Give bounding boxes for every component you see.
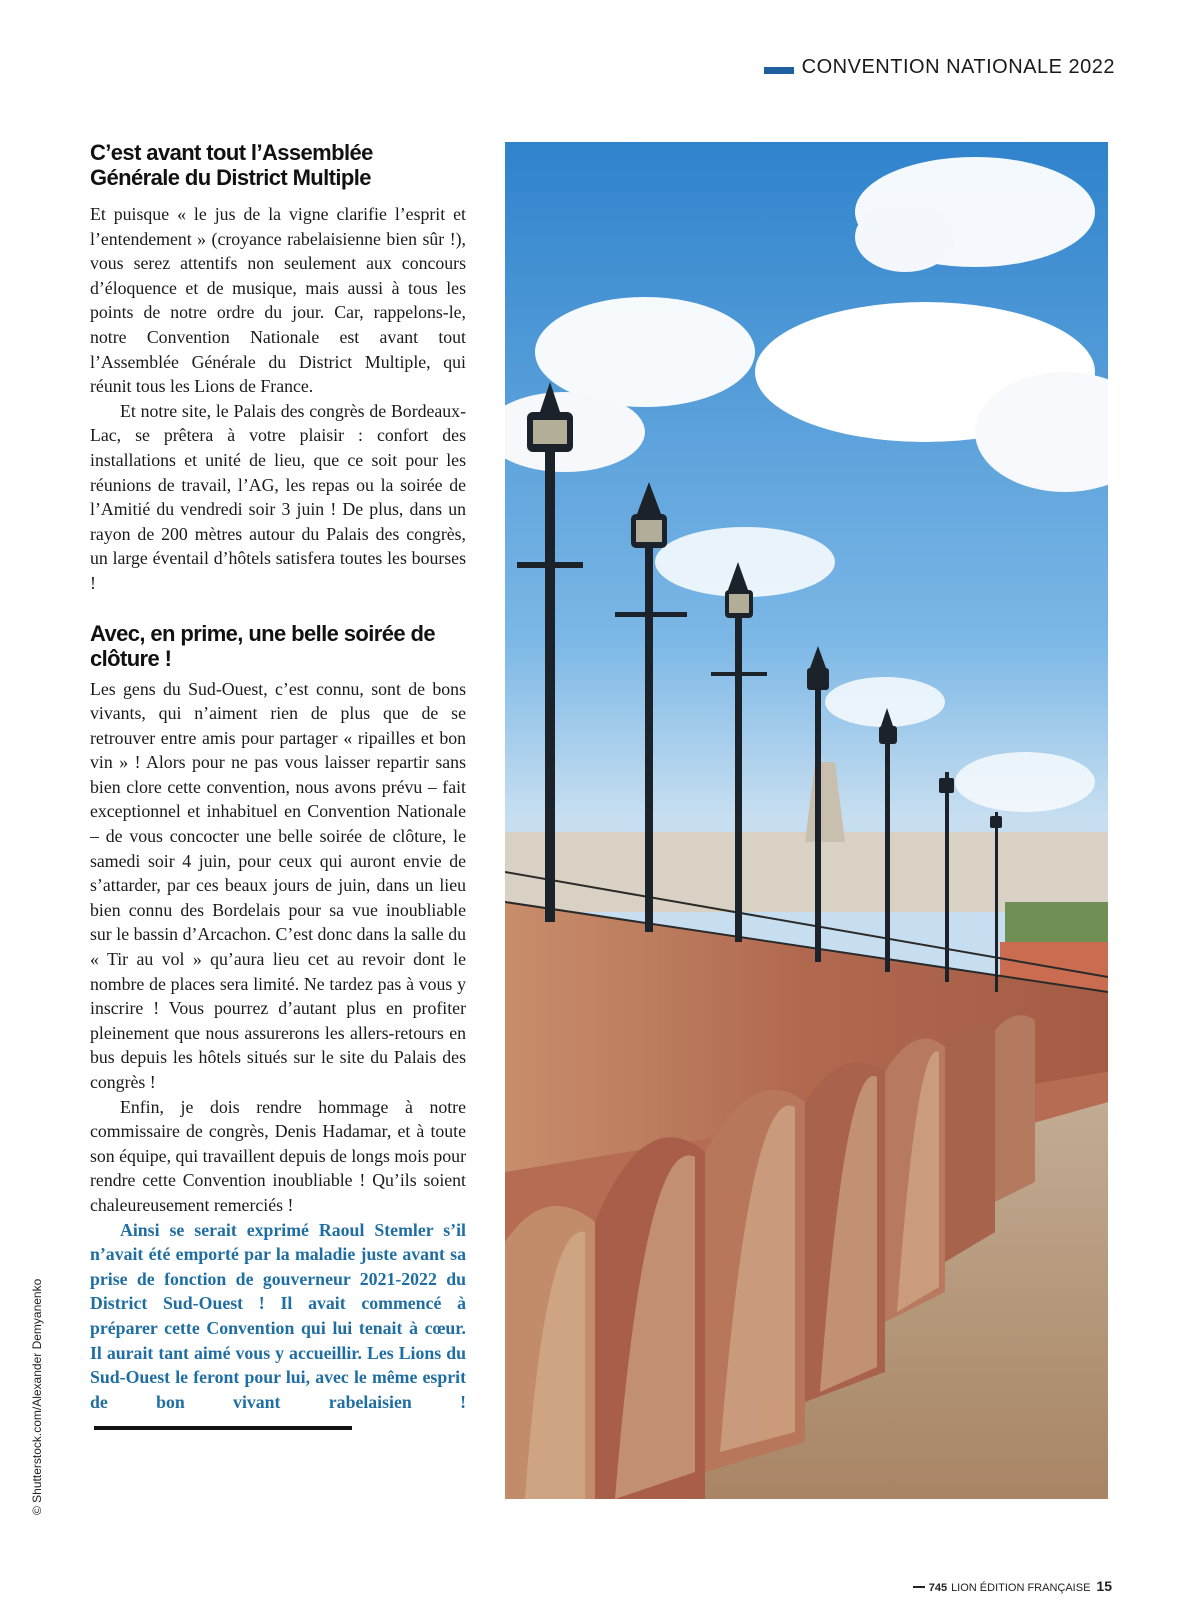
footer-dash	[913, 1586, 925, 1588]
photo-credit: © Shutterstock.com/Alexander Demyanenko	[30, 1278, 44, 1515]
article-column	[90, 140, 466, 1439]
magazine-name: LION ÉDITION FRANÇAISE	[951, 1582, 1091, 1594]
closing-text: Ainsi se serait exprimé Raoul Stemler s’il n’avait été emporté par la maladie juste avant sa prise de fonction de gouverneur 2021-2022 du District Sud-Ouest ! Il avait commencé à préparer cette Convention qui lui tenait à cœur. Il aurait tant aimé vous y accueillir. Les Lions du Sud-Ouest le feront pour lui, avec le même esprit de bon vivant rabelaisien !	[90, 1219, 466, 1412]
header-accent-bar	[764, 67, 794, 74]
heading-assemblee: C’est avant tout l’Assemblée Générale du District Multiple	[90, 140, 373, 190]
page-footer	[913, 1578, 1112, 1594]
paragraph-1: Et puisque « le jus de la vigne clarifie l’esprit et l’entendement » (croyance rabelaisienne bien sûr !), vous serez attentifs non seulement aux concours d’éloquence et de musique, mais aussi à tous les points de notre ordre du jour. Car, rappelons-le, notre Convention Nationale est avant tout l’Assemblée Générale du District Multiple, qui réunit tous les Lions de France.	[90, 204, 466, 397]
section-title: CONVENTION NATIONALE 2022	[801, 56, 1115, 78]
closing-tribute	[90, 1218, 466, 1439]
issue-number: 745	[928, 1582, 948, 1594]
bridge-photo	[505, 142, 1108, 1499]
paragraph-2: Et notre site, le Palais des congrès de Bordeaux-Lac, se prêtera à votre plaisir : confort des installations et unité de lieu, que ce soit pour les réunions de travail, l’AG, les repas ou la soirée de l’Amitié du vendredi soir 3 juin ! De plus, dans un rayon de 200 mètres autour du Palais des congrès, un large éventail d’hôtels satisfera toutes les bourses !	[90, 400, 466, 593]
paragraph-4: Enfin, je dois rendre hommage à notre commissaire de congrès, Denis Hadamar, et à toute son équipe, qui travaillent depuis de longs mois pour rendre cette Convention inoubliable ! Qu’ils soient chaleureusement remerciés !	[90, 1096, 466, 1215]
heading-soiree: Avec, en prime, une belle soirée de clôture !	[90, 620, 435, 671]
paragraph-3: Les gens du Sud-Ouest, c’est connu, sont de bons vivants, qui n’aiment rien de plus que de se retrouver entre amis pour partager « ripailles et bon vin » ! Alors pour ne pas vous laisser repartir sans bien clore cette convention, nous avons prévu – fait exceptionnel et inhabituel en Convention Nationale – de vous concocter une belle soirée de clôture, le samedi soir 4 juin, pour ceux qui auront envie de s’attarder, par ces beaux jours de juin, dans un lieu bien connu des Bordelais pour sa vue inoubliable sur le bassin d’Arcachon. C’est donc dans la salle du « Tir au vol » qu’aura lieu cet au revoir dont le nombre de places sera limité. Ne tardez pas à vous y inscrire ! Vous pourrez d’autant plus en profiter pleinement que nous assurerons les allers-retours en bus depuis les hôtels situés sur le site du Palais des congrès !	[90, 678, 466, 1092]
pont-de-pierre-illustration	[505, 142, 1108, 1499]
page-header	[764, 56, 1115, 79]
end-rule	[94, 1426, 352, 1430]
page-number: 15	[1096, 1578, 1112, 1594]
